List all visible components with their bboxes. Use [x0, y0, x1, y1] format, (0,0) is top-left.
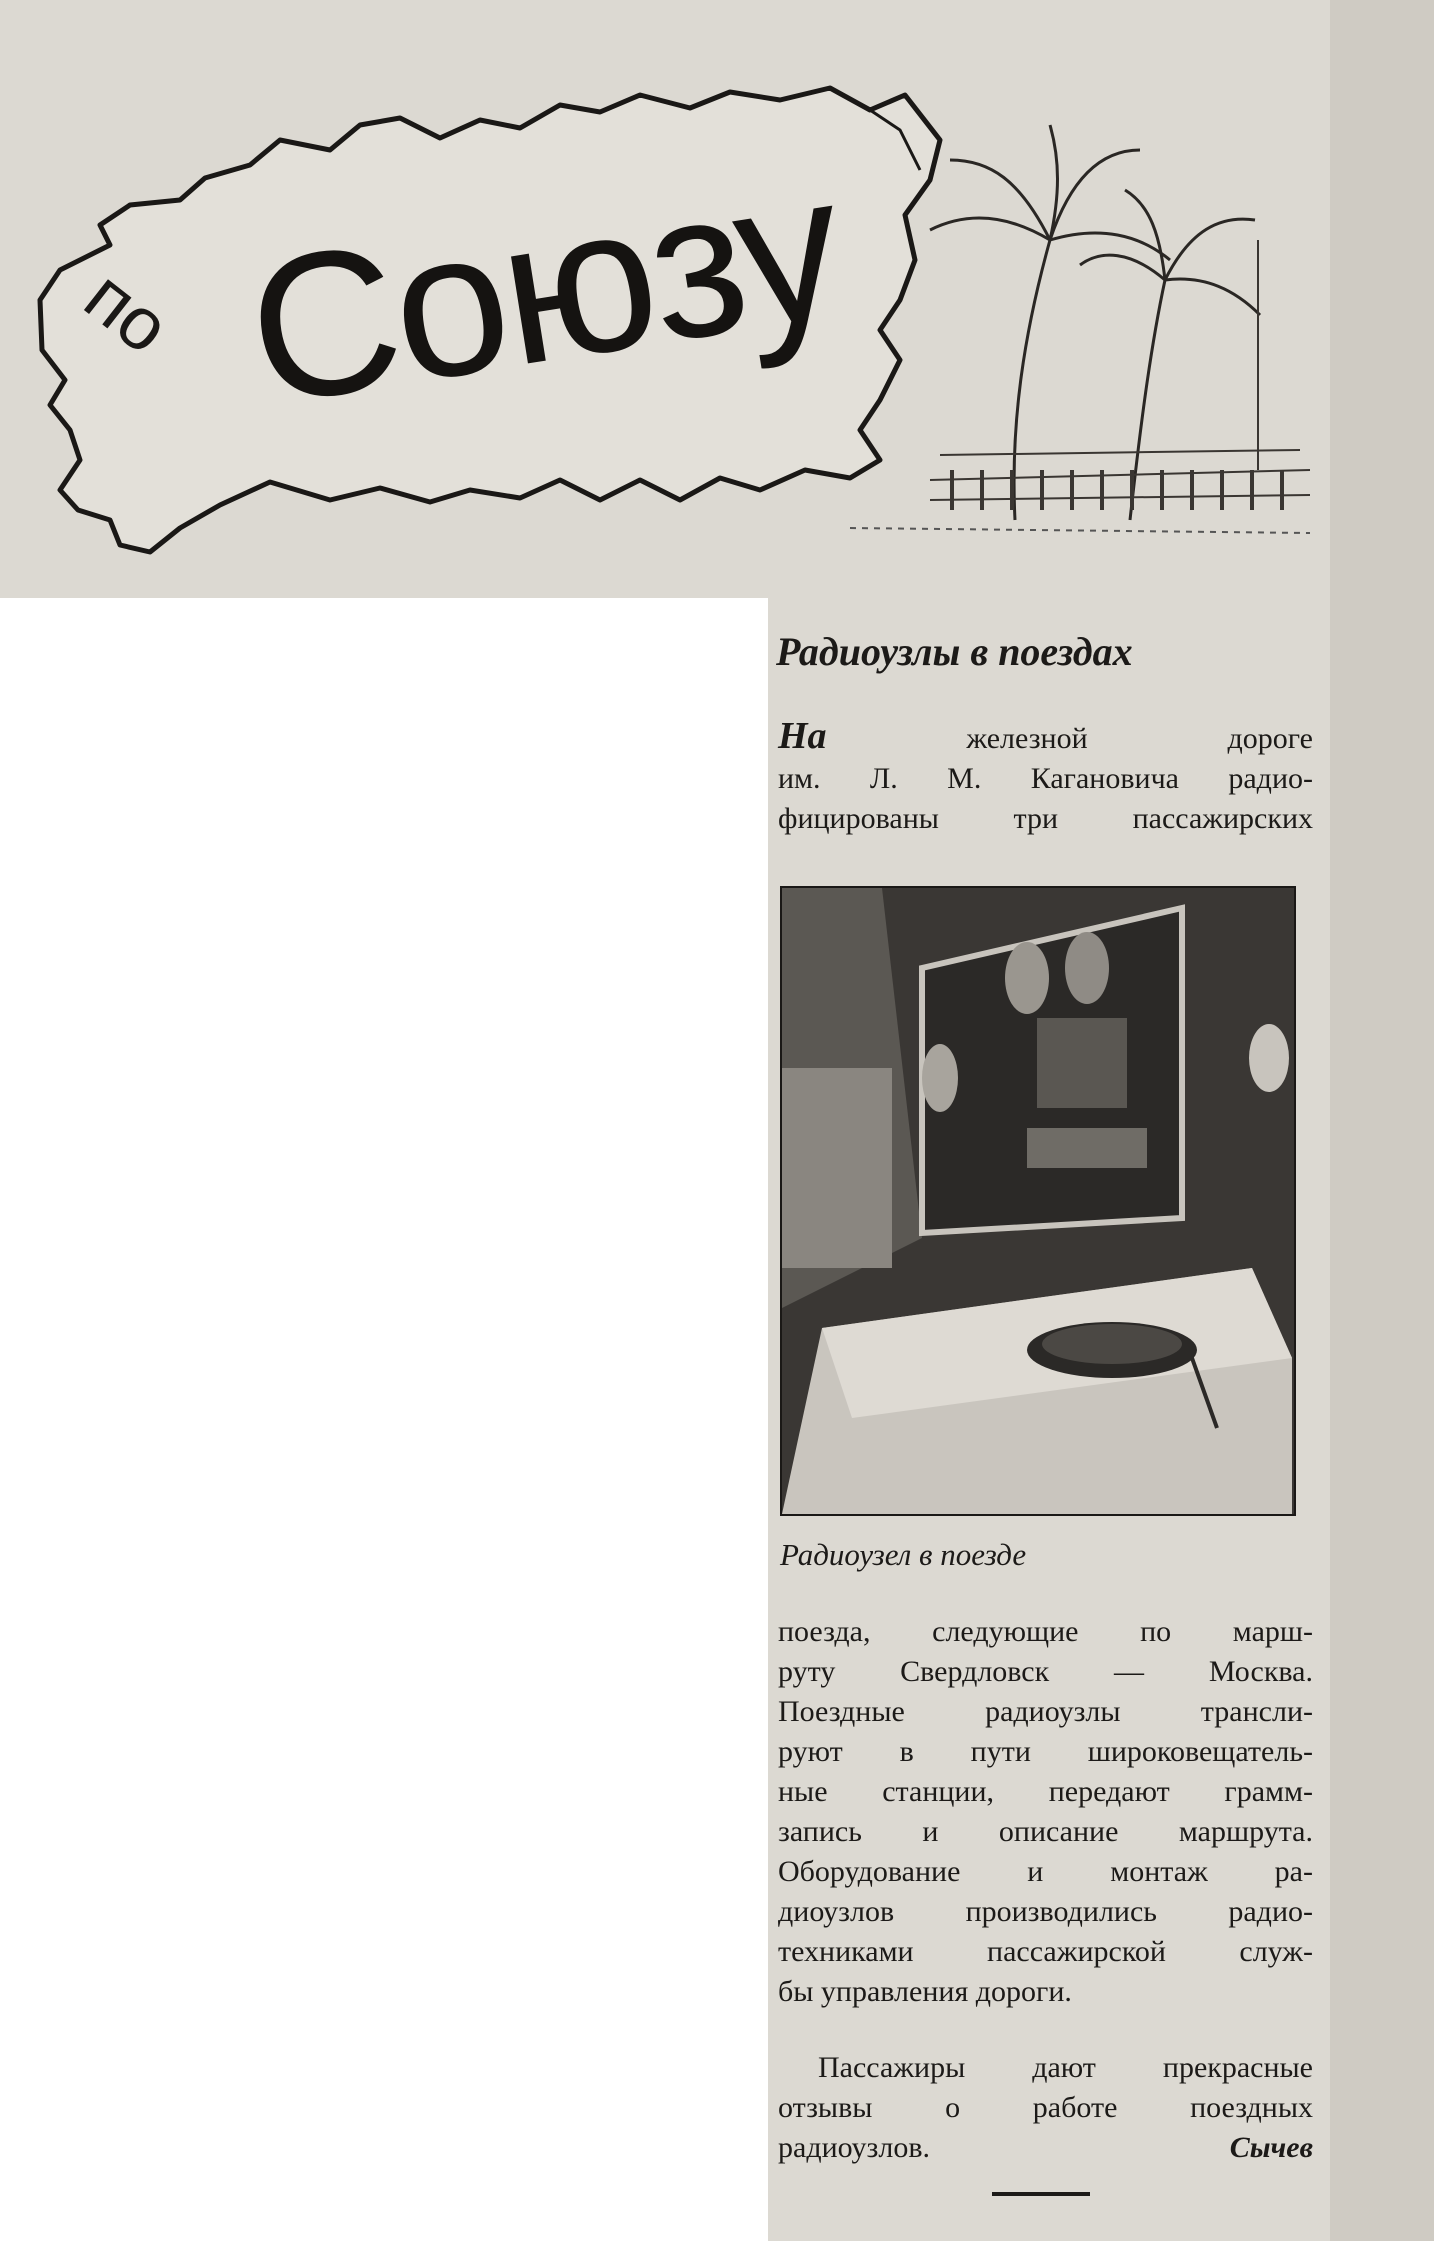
drop-cap: На [778, 715, 827, 757]
closing-line: отзывы о работе поездных [778, 2091, 1313, 2124]
body-line: ные станции, передают грамм- [778, 1775, 1313, 1808]
article-body [778, 1612, 1313, 2012]
lead-line: им. Л. М. Кагановича радио- [778, 762, 1313, 795]
lead-line: фицированы три пассажирских [778, 802, 1313, 835]
body-line: бы управления дороги. [778, 1975, 1072, 2008]
page-edge [1330, 0, 1434, 2241]
body-line: диоузлов производились радио- [778, 1895, 1313, 1928]
end-rule [992, 2192, 1090, 2196]
body-line: Поездные радиоузлы трансли- [778, 1695, 1313, 1728]
section-title: Союзу [234, 130, 853, 449]
closing-line: Пассажиры дают прекрасные [818, 2051, 1313, 2084]
article [768, 598, 1330, 2241]
radio-room-photo [780, 886, 1296, 1516]
body-line: поезда, следующие по марш- [778, 1615, 1313, 1648]
lead-line: На железной дороге [778, 715, 1313, 757]
article-closing [778, 2048, 1313, 2168]
article-lead [778, 716, 1313, 839]
body-line: руту Свердловск — Москва. [778, 1655, 1313, 1688]
blank-area [0, 598, 768, 2241]
author-signature: Сычев [1229, 2131, 1313, 2164]
section-header [0, 0, 1330, 598]
closing-line: радиоузлов. Сычев [778, 2131, 1313, 2164]
body-line: запись и описание маршрута. [778, 1815, 1313, 1848]
photo-caption: Радиоузел в поезде [780, 1537, 1027, 1572]
palm-trees-icon [930, 125, 1260, 520]
body-line: Оборудование и монтаж ра- [778, 1855, 1313, 1888]
article-headline: Радиоузлы в поездах [776, 629, 1133, 674]
body-line: руют в пути широковещатель- [778, 1735, 1313, 1768]
body-line: техниками пассажирской служ- [778, 1935, 1313, 1968]
title-prefix: по [69, 254, 186, 370]
train-radio-room-icon [782, 888, 1294, 1514]
